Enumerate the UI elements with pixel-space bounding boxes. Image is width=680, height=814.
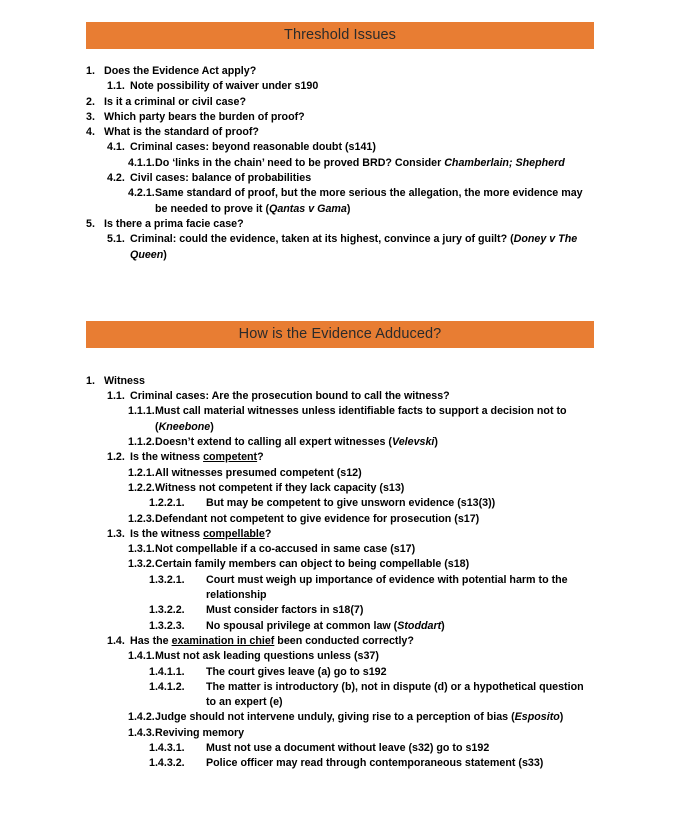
outline-item-text (206, 619, 594, 634)
outline-item-text-main: Note possibility of waiver under s190 (130, 80, 319, 93)
case-citation: Stoddart (397, 619, 442, 632)
outline-item-text (155, 512, 594, 527)
outline-item-text (155, 404, 594, 435)
outline-item-text-main: Has the (130, 634, 172, 647)
case-citation: Esposito (514, 711, 560, 724)
outline-item-text (155, 186, 594, 217)
outline-item-number: 1.4.3.2. (149, 757, 185, 770)
case-citation: Chamberlain; Shepherd (444, 156, 565, 169)
outline-item (107, 79, 594, 94)
outline-item-text-tail: ) (434, 436, 438, 449)
outline-item-text-main: Must consider factors in s18(7) (206, 604, 364, 617)
outline-item-text (155, 649, 594, 664)
outline-item (107, 527, 594, 542)
outline-item-text (155, 481, 594, 496)
outline-item (107, 389, 594, 404)
outline-item-text (104, 125, 594, 140)
outline-item-text (155, 557, 594, 572)
outline-item-text-tail: ) (559, 711, 564, 724)
outline-item (149, 619, 594, 634)
outline-item-text-main: Court must weigh up importance of evidence with potential harm to the relationship (206, 573, 568, 602)
banner-to-list-spacer-1 (0, 49, 680, 64)
outline-item-text (130, 389, 594, 404)
outline-item (128, 726, 594, 741)
outline-item-text-main: Police officer may read through contemporaneous statement (s33) (206, 757, 544, 770)
outline-item (128, 649, 594, 664)
outline-item-text (206, 680, 594, 711)
outline-item (86, 374, 594, 389)
outline-item-number: 4.2.1. (128, 187, 155, 200)
outline-item-text (206, 496, 594, 511)
case-citation: Qantas v Gama (269, 202, 347, 215)
outline-item-text (155, 156, 594, 171)
outline-item-text-main: Doesn’t extend to calling all expert witnesses ( (155, 436, 392, 449)
section-banner-evidence-adduced (86, 321, 594, 348)
outline-item-number: 1. (86, 374, 95, 387)
outline-item-text (206, 665, 594, 680)
outline-item-number: 4.2. (107, 172, 125, 185)
banner-to-list-spacer-2 (0, 348, 680, 374)
case-citation: Velevski (391, 436, 435, 449)
outline-item-number: 1.1.1. (128, 405, 155, 418)
outline-item (149, 603, 594, 618)
section-title-threshold-issues: Threshold Issues (283, 27, 396, 44)
emphasised-term: competent (203, 451, 258, 464)
outline-item (128, 512, 594, 527)
outline-item-text (155, 435, 594, 450)
outline-item-text-main: Civil cases: balance of probabilities (130, 172, 312, 185)
outline-item-text-main: Must call material witnesses unless identifiable facts to support a decision not to ( (155, 405, 567, 433)
outline-item (107, 634, 594, 649)
outline-item (149, 680, 594, 711)
outline-item-number: 1.3.2.1. (149, 573, 185, 586)
outline-list-threshold-issues (86, 64, 594, 263)
outline-item (128, 435, 594, 450)
outline-item-text (130, 450, 594, 465)
outline-item-text (155, 726, 594, 741)
outline-item-text (155, 542, 594, 557)
outline-item-number: 1.1. (107, 390, 125, 403)
outline-item-text-main: Which party bears the burden of proof? (104, 110, 305, 123)
outline-item-text (130, 79, 594, 94)
outline-item-number: 1.3.2. (128, 558, 155, 571)
outline-item (128, 186, 594, 217)
outline-item-number: 3. (86, 110, 95, 123)
outline-item-text-tail: ) (346, 202, 351, 215)
outline-item-text-main: Not compellable if a co-accused in same case (s17) (155, 543, 416, 556)
outline-item-text-main: Certain family members can object to being compellable (s18) (155, 558, 470, 571)
outline-item-text-main: Witness not competent if they lack capacity (s13) (155, 481, 405, 494)
outline-item-number: 4.1.1. (128, 156, 155, 169)
outline-item-number: 5. (86, 217, 95, 230)
outline-item-number: 1.2. (107, 451, 125, 464)
outline-item-text (130, 140, 594, 155)
outline-item-text-main: Is the witness (130, 527, 204, 540)
outline-item-text-main: Is it a criminal or civil case? (104, 95, 246, 108)
outline-item (86, 95, 594, 110)
outline-item (86, 110, 594, 125)
outline-item (107, 450, 594, 465)
outline-item-text (104, 64, 594, 79)
outline-item-text-main: Do ‘links in the chain’ need to be proved BRD? Consider (155, 156, 445, 169)
outline-item (128, 542, 594, 557)
outline-item (128, 557, 594, 572)
outline-item-text-main: Same standard of proof, but the more serious the allegation, the more evidence may be needed to prove it ( (155, 187, 583, 215)
outline-item-number: 1.3. (107, 527, 125, 540)
outline-item-text (155, 466, 594, 481)
outline-item-text-main: Must not ask leading questions unless (s37) (155, 650, 379, 663)
outline-item-text-main: What is the standard of proof? (104, 126, 259, 139)
outline-item (86, 217, 594, 232)
outline-item (86, 64, 594, 79)
outline-item-number: 1.2.2. (128, 481, 155, 494)
outline-item-number: 1. (86, 65, 95, 77)
outline-item-text (206, 741, 594, 756)
outline-item-text (130, 171, 594, 186)
outline-item-text (130, 527, 594, 542)
outline-item (149, 573, 594, 604)
outline-item-number: 1.4. (107, 634, 125, 647)
top-margin-spacer (0, 0, 680, 22)
outline-item-text-tail: been conducted correctly? (274, 634, 414, 647)
outline-item-text (130, 232, 594, 263)
outline-item-text-main: Reviving memory (155, 726, 245, 739)
outline-item-number: 1.1. (107, 80, 125, 93)
outline-item-number: 1.4.3.1. (149, 741, 185, 754)
outline-item (128, 481, 594, 496)
outline-item (149, 665, 594, 680)
outline-item (128, 710, 594, 725)
outline-item (149, 741, 594, 756)
outline-item-text-main: But may be competent to give unsworn evidence (s13(3)) (206, 497, 496, 510)
outline-item-text-tail: ) (441, 619, 445, 632)
outline-item-number: 2. (86, 95, 95, 108)
outline-item-text-tail: ? (257, 451, 264, 464)
outline-item-number: 4. (86, 126, 95, 139)
outline-item-number: 1.3.2.3. (149, 619, 185, 632)
outline-item-text (155, 710, 594, 725)
outline-item-text (206, 603, 594, 618)
outline-item-number: 1.2.2.1. (149, 497, 185, 510)
outline-item-number: 1.4.1.1. (149, 665, 185, 678)
outline-item-number: 1.1.2. (128, 436, 155, 449)
outline-item-text-main: Defendant not competent to give evidence for prosecution (s17) (155, 512, 480, 525)
outline-item-number: 1.3.2.2. (149, 604, 185, 617)
outline-item (107, 171, 594, 186)
outline-item-text (206, 573, 594, 604)
outline-item (128, 404, 594, 435)
outline-item-number: 1.4.2. (128, 711, 155, 724)
outline-item (128, 466, 594, 481)
outline-item-text (206, 756, 594, 771)
outline-item-text-main: Is there a prima facie case? (104, 217, 244, 230)
outline-item-text-main: Criminal: could the evidence, taken at its highest, convince a jury of guilt? ( (130, 233, 514, 246)
outline-item (107, 232, 594, 263)
outline-item (107, 140, 594, 155)
outline-item (149, 756, 594, 771)
outline-item-text-main: The matter is introductory (b), not in dispute (d) or a hypothetical question to an expert (e) (206, 680, 584, 709)
outline-item-number: 4.1. (107, 141, 125, 154)
outline-item-text (104, 95, 594, 110)
outline-item-number: 1.4.1. (128, 650, 155, 663)
outline-item-text (104, 217, 594, 232)
outline-item-text-main: Witness (104, 374, 145, 387)
case-citation: Doney v The Queen (130, 233, 578, 261)
outline-item-number: 1.2.3. (128, 512, 155, 525)
section-title-evidence-adduced: How is the Evidence Adduced? (238, 326, 442, 343)
outline-item-number: 1.4.3. (128, 726, 155, 739)
section-gap-spacer (0, 263, 680, 321)
outline-item-text-tail: ? (264, 527, 272, 540)
outline-item-text-main: Must not use a document without leave (s32) go to s192 (206, 741, 490, 754)
outline-item-text-main: Is the witness (130, 451, 204, 464)
outline-item-number: 1.2.1. (128, 466, 155, 479)
outline-item-text (130, 634, 594, 649)
outline-item-number: 1.4.1.2. (149, 680, 185, 693)
outline-item-text (104, 374, 594, 389)
outline-item-number: 5.1. (107, 233, 125, 246)
section-banner-threshold-issues (86, 22, 594, 49)
outline-list-evidence-adduced (86, 374, 594, 772)
outline-item (86, 125, 594, 140)
outline-item-text-main: Criminal cases: beyond reasonable doubt (s141) (130, 141, 376, 154)
outline-item-text-main: The court gives leave (a) go to s192 (206, 665, 387, 678)
outline-item-text-main: Does the Evidence Act apply? (104, 65, 257, 77)
outline-item-text-tail: ) (210, 420, 214, 433)
case-citation: Kneebone (158, 420, 211, 433)
outline-item-text-main: Judge should not intervene unduly, giving rise to a perception of bias ( (155, 711, 515, 724)
outline-item-text (104, 110, 594, 125)
outline-item-number: 1.3.1. (128, 543, 155, 556)
outline-item (149, 496, 594, 511)
emphasised-term: examination in chief (171, 634, 275, 647)
outline-item (128, 156, 594, 171)
outline-item-text-tail: ) (163, 248, 167, 261)
emphasised-term: compellable (203, 527, 265, 540)
outline-item-text-main: No spousal privilege at common law ( (206, 619, 398, 632)
outline-item-text-main: Criminal cases: Are the prosecution bound to call the witness? (130, 390, 450, 403)
outline-item-text-main: All witnesses presumed competent (s12) (155, 466, 362, 479)
